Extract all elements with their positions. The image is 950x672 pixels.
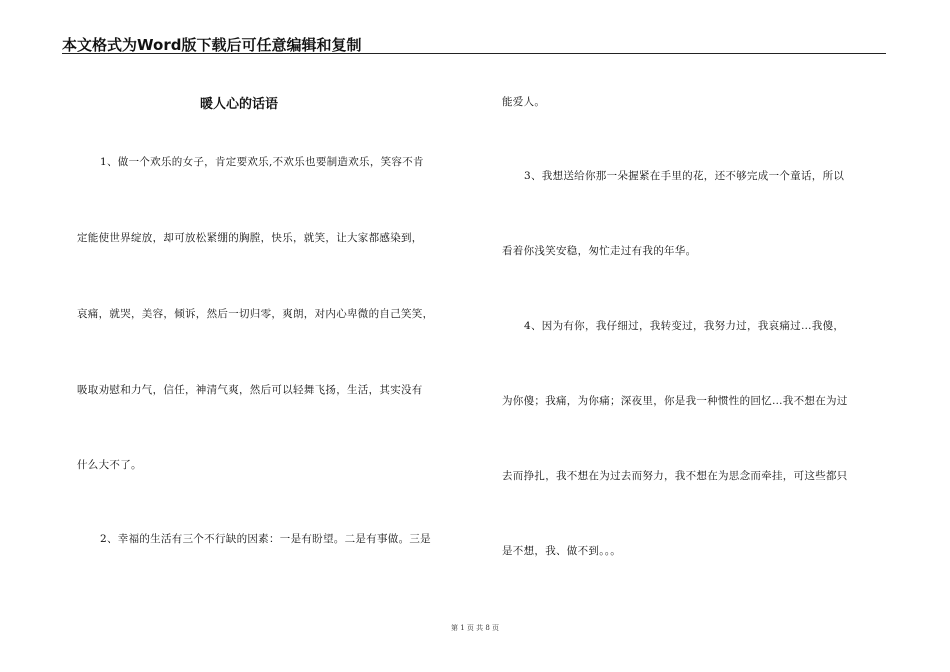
paragraph-line: 是不想，我、做不到。。。 xyxy=(502,545,622,557)
page-number: 第 1 页 共 8 页 xyxy=(450,624,500,632)
paragraph-line: 为你傻；我痛，为你痛；深夜里，你是我一种惯性的回忆…我不想在为过 xyxy=(502,395,848,407)
article-title: 暖人心的话语 xyxy=(200,97,279,112)
document-header-banner: 本文格式为Word版下载后可任意编辑和复制 xyxy=(62,36,362,54)
paragraph-line: 什么大不了。 xyxy=(77,459,142,471)
paragraph-line: 能爱人。 xyxy=(502,96,546,108)
paragraph-line: 哀痛，就哭，美容，倾诉，然后一切归零，爽朗，对内心卑微的自己笑笑， xyxy=(77,308,434,320)
paragraph-line: 4、因为有你，我仔细过，我转变过，我努力过，我哀痛过…我傻， xyxy=(524,320,845,332)
paragraph-line: 1、做一个欢乐的女子，肯定要欢乐,不欢乐也要制造欢乐，笑容不肯 xyxy=(100,156,424,168)
header-divider xyxy=(62,53,886,54)
paragraph-line: 看着你浅笑安稳，匆忙走过有我的年华。 xyxy=(502,245,697,257)
paragraph-line: 定能使世界绽放，却可放松紧绷的胸膛，快乐，就笑，让大家都感染到， xyxy=(77,232,423,244)
paragraph-line: 3、我想送给你那一朵握紧在手里的花，还不够完成一个童话，所以 xyxy=(524,170,845,182)
paragraph-line: 吸取劝慰和力气，信任，神清气爽，然后可以轻舞飞扬，生活，其实没有 xyxy=(77,384,423,396)
paragraph-line: 去而挣扎，我不想在为过去而努力，我不想在为思念而牵挂，可这些都只 xyxy=(502,470,848,482)
paragraph-line: 2、幸福的生活有三个不行缺的因素：一是有盼望。二是有事做。三是 xyxy=(100,533,431,545)
